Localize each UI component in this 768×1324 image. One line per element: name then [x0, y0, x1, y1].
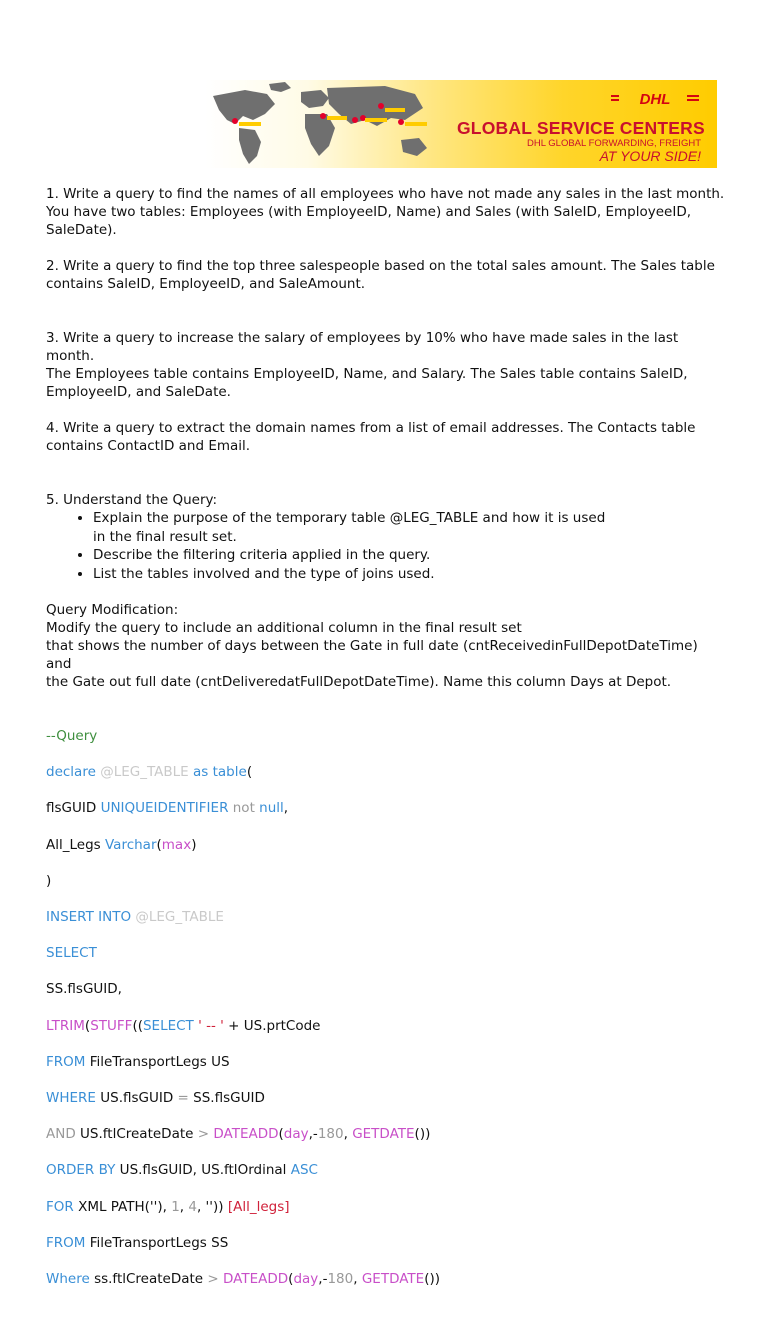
q1-line: 1. Write a query to find the names of all employees who have not made any sales in the last month. — [46, 186, 725, 202]
function: STUFF — [90, 1017, 133, 1034]
operator: > — [207, 1270, 219, 1287]
dhl-logo-text: DHL — [639, 91, 671, 108]
code-line: declare @LEG_TABLE as table( — [46, 764, 253, 781]
bullet-text: Describe the filtering criteria applied in the query. — [93, 547, 431, 563]
question-4 — [46, 419, 726, 455]
comment: --Query — [46, 728, 98, 745]
code-line: Where ss.ftlCreateDate > DATEADD(day,-180, GETDATE()) — [46, 1270, 441, 1287]
bullet-item — [93, 565, 726, 584]
modification-line: Modify the query to include an additional column in the final result set — [46, 620, 522, 636]
question-2 — [46, 257, 726, 293]
keyword: Where — [46, 1270, 90, 1287]
code-line: FROM FileTransportLegs US — [46, 1053, 230, 1070]
code-line: FROM FileTransportLegs SS — [46, 1234, 229, 1251]
query-modification — [46, 601, 726, 691]
string: [All_legs] — [227, 1198, 290, 1215]
keyword: SELECT — [142, 1017, 194, 1034]
bullet-item — [93, 546, 726, 565]
question-1 — [46, 185, 726, 239]
keyword: INTO — [98, 909, 132, 926]
operator: > — [197, 1126, 210, 1143]
keyword: Varchar — [104, 836, 157, 853]
modification-line: the Gate out full date (cntDeliveredatFullDepotDateTime). Name this column Days at Depot. — [46, 674, 672, 690]
bullet-item — [93, 509, 726, 546]
code-line — [46, 944, 726, 962]
function: day — [293, 1270, 319, 1287]
function: day — [283, 1126, 309, 1143]
q4-line: contains ContactID and Email. — [46, 438, 251, 454]
function: max — [161, 836, 192, 853]
code-line: AND US.ftlCreateDate > DATEADD(day,-180, GETDATE()) — [46, 1126, 431, 1143]
code-line: LTRIM(STUFF((SELECT ' -- ' + US.prtCode — [46, 1017, 321, 1034]
keyword: ASC — [290, 1162, 318, 1179]
keyword: FROM — [46, 1053, 86, 1070]
string: ' -- ' — [198, 1017, 224, 1034]
function: DATEADD — [223, 1270, 289, 1287]
banner-title: GLOBAL SERVICE CENTERS — [457, 118, 705, 138]
keyword: null — [259, 800, 284, 817]
operator: = — [177, 1089, 189, 1106]
keyword: FOR — [46, 1198, 74, 1215]
code-line: SS.flsGUID, — [46, 981, 122, 998]
code-line — [46, 727, 726, 745]
q1-line: SaleDate). — [46, 222, 117, 238]
number: 4 — [188, 1198, 197, 1215]
banner-slogan: AT YOUR SIDE! — [599, 148, 701, 164]
function: GETDATE — [361, 1270, 425, 1287]
keyword: UNIQUEIDENTIFIER — [100, 800, 229, 817]
q3-line: EmployeeID, and SaleDate. — [46, 384, 231, 400]
code-line: FOR XML PATH(''), 1, 4, '')) [All_legs] — [46, 1198, 290, 1215]
keyword: SELECT — [46, 945, 97, 962]
number: 180 — [317, 1126, 344, 1143]
keyword: INSERT — [46, 909, 94, 926]
code-line: ORDER BY US.flsGUID, US.ftlOrdinal ASC — [46, 1162, 318, 1179]
q5-bullet-list — [46, 509, 726, 583]
code-line: All_Legs Varchar(max) — [46, 836, 197, 853]
document-body — [46, 185, 726, 1324]
sql-code-block — [46, 709, 726, 1324]
q1-line: You have two tables: Employees (with EmployeeID, Name) and Sales (with SaleID, EmployeeID, — [46, 204, 692, 220]
code-line: flsGUID UNIQUEIDENTIFIER not null, — [46, 800, 289, 817]
function: LTRIM — [46, 1017, 85, 1034]
q3-line: The Employees table contains EmployeeID, Name, and Salary. The Sales table contains SaleID, — [46, 366, 688, 382]
world-map-icon — [205, 80, 465, 168]
q2-line: contains SaleID, EmployeeID, and SaleAmount. — [46, 276, 366, 292]
dhl-logo-icon — [611, 90, 699, 108]
bullet-text: List the tables involved and the type of joins used. — [93, 565, 435, 582]
operator: not — [232, 800, 255, 817]
bullet-text: Explain the purpose of the temporary table @LEG_TABLE and how it is used — [93, 510, 606, 526]
code-line: WHERE US.flsGUID = SS.flsGUID — [46, 1089, 265, 1106]
number: 1 — [171, 1198, 180, 1215]
keyword: BY — [98, 1162, 116, 1179]
modification-heading: Query Modification: — [46, 602, 179, 618]
keyword: ORDER — [46, 1162, 95, 1179]
number: 180 — [327, 1270, 354, 1287]
q5-heading: 5. Understand the Query: — [46, 492, 218, 508]
code-line — [46, 908, 726, 926]
variable: @LEG_TABLE — [100, 764, 189, 781]
code-line: ) — [46, 872, 52, 889]
question-3 — [46, 329, 726, 401]
q3-line: 3. Write a query to increase the salary of employees by 10% who have made sales in the last month. — [46, 330, 679, 364]
modification-line: that shows the number of days between the Gate in full date (cntReceivedinFullDepotDateTime) and — [46, 638, 698, 672]
keyword: as — [193, 764, 209, 781]
keyword: declare — [46, 764, 96, 781]
keyword: FROM — [46, 1234, 86, 1251]
operator: AND — [46, 1126, 76, 1143]
q2-line: 2. Write a query to find the top three salespeople based on the total sales amount. The Sales table — [46, 258, 715, 274]
question-5 — [46, 491, 726, 583]
banner-subtitle: DHL GLOBAL FORWARDING, FREIGHT — [526, 138, 701, 149]
keyword: WHERE — [46, 1089, 96, 1106]
variable: @LEG_TABLE — [135, 909, 224, 926]
function: GETDATE — [352, 1126, 415, 1143]
dhl-banner — [205, 80, 717, 168]
q4-line: 4. Write a query to extract the domain names from a list of email addresses. The Contacts table — [46, 420, 696, 436]
keyword: table — [212, 764, 247, 781]
function: DATEADD — [213, 1126, 279, 1143]
bullet-text: in the final result set. — [93, 528, 237, 545]
